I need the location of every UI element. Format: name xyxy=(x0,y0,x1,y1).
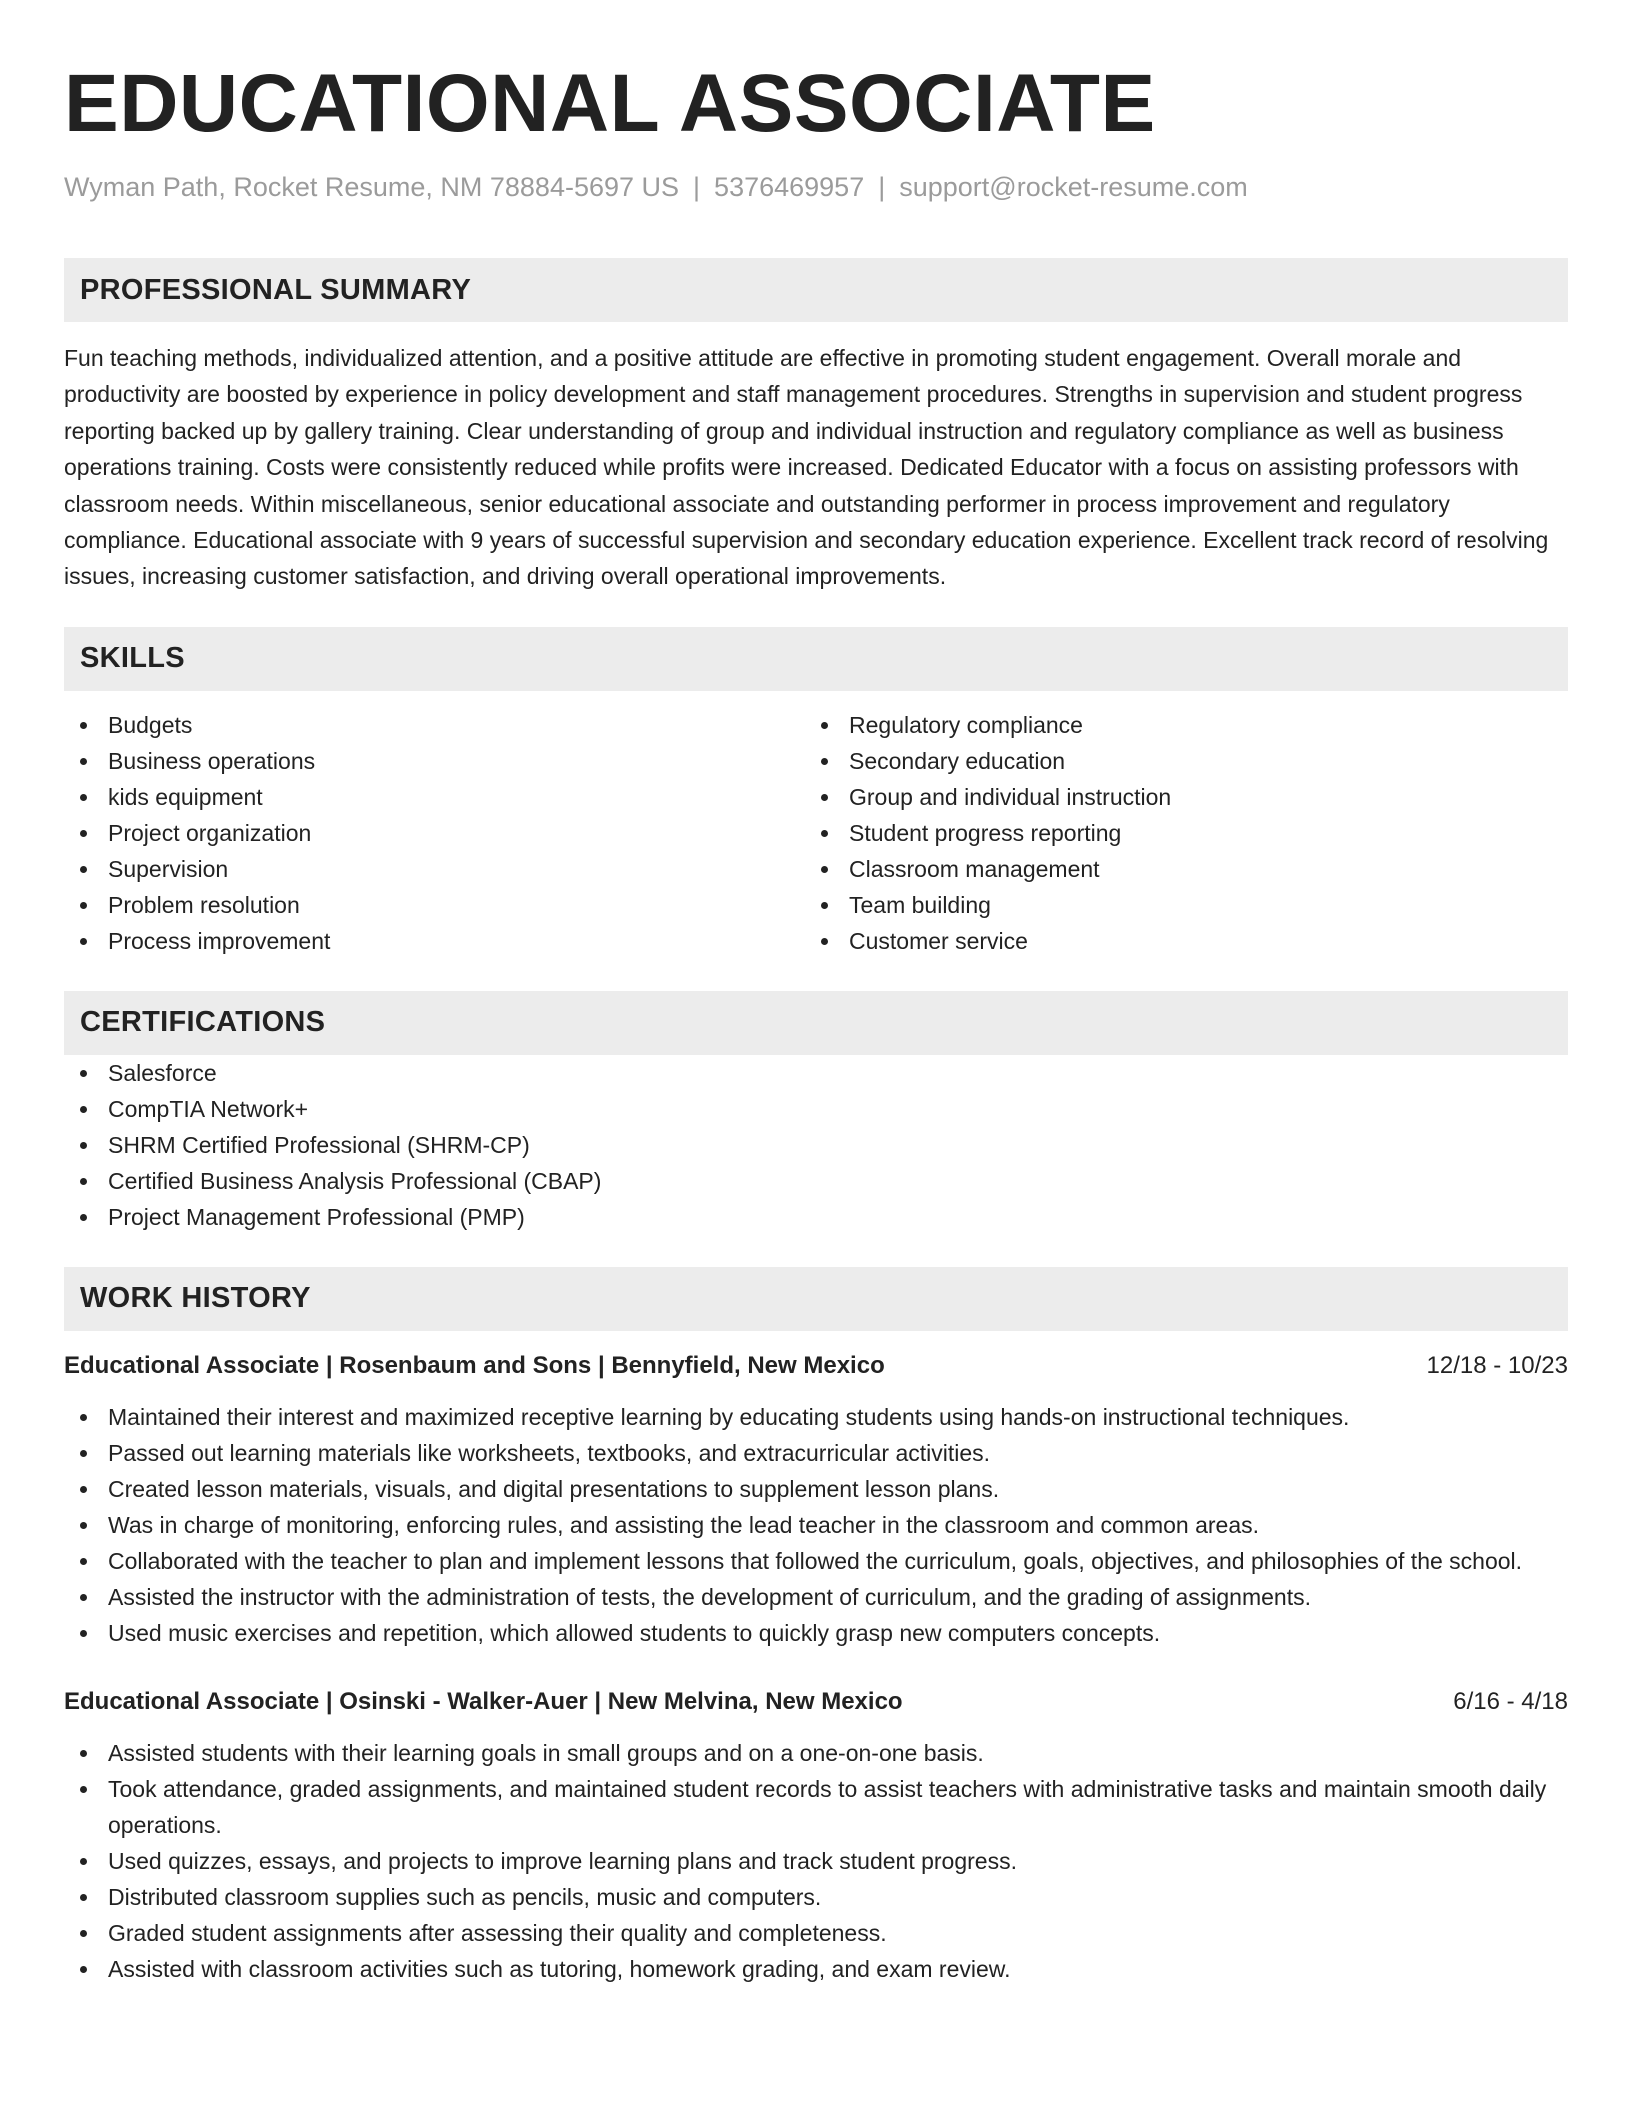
bullet-icon xyxy=(80,794,87,801)
bullet-icon xyxy=(821,866,828,873)
skill-item xyxy=(805,779,1546,815)
bullet-icon xyxy=(821,830,828,837)
bullet-icon xyxy=(80,1106,87,1113)
bullet-icon xyxy=(80,1522,87,1529)
bullet-icon xyxy=(821,938,828,945)
job-duty-item xyxy=(64,1507,1568,1543)
section-header-skills xyxy=(64,627,1568,691)
bullet-icon xyxy=(80,1630,87,1637)
bullet-icon xyxy=(80,902,87,909)
skill-label: Supervision xyxy=(108,855,229,882)
job-duty-text: Collaborated with the teacher to plan and implement lessons that followed the curriculum, goals, objectives, and philosophies of the school. xyxy=(108,1547,1523,1574)
job-duty-item xyxy=(64,1735,1568,1771)
job-entry xyxy=(64,1349,1568,1651)
section-header-certifications xyxy=(64,991,1568,1055)
job-title: Educational Associate | Rosenbaum and Sons | Bennyfield, New Mexico xyxy=(64,1351,885,1379)
job-duty-text: Distributed classroom supplies such as pencils, music and computers. xyxy=(108,1883,822,1910)
job-duty-text: Passed out learning materials like worksheets, textbooks, and extracurricular activities. xyxy=(108,1439,991,1466)
bullet-icon xyxy=(80,1930,87,1937)
certification-label: Certified Business Analysis Professional (CBAP) xyxy=(108,1167,602,1194)
contact-line xyxy=(64,170,1568,204)
certifications-list xyxy=(64,1055,1568,1235)
bullet-icon xyxy=(80,1966,87,1973)
job-title: Educational Associate | Osinski - Walker-Auer | New Melvina, New Mexico xyxy=(64,1687,903,1715)
skill-label: Regulatory compliance xyxy=(849,711,1083,738)
job-dates: 6/16 - 4/18 xyxy=(1453,1687,1568,1715)
job-duties-list xyxy=(64,1399,1568,1651)
job-duty-item xyxy=(64,1951,1568,1987)
skill-item xyxy=(64,707,805,743)
section-title-certifications: CERTIFICATIONS xyxy=(80,1006,326,1039)
job-duty-item xyxy=(64,1579,1568,1615)
job-duties-list xyxy=(64,1735,1568,1987)
skill-item xyxy=(64,887,805,923)
section-title-skills: SKILLS xyxy=(80,642,185,675)
job-duty-item xyxy=(64,1543,1568,1579)
skill-item xyxy=(64,815,805,851)
job-duty-item xyxy=(64,1843,1568,1879)
job-duty-item xyxy=(64,1915,1568,1951)
bullet-icon xyxy=(821,722,828,729)
bullet-icon xyxy=(821,794,828,801)
bullet-icon xyxy=(80,830,87,837)
skill-label: Business operations xyxy=(108,747,316,774)
job-header xyxy=(64,1349,1568,1383)
skill-label: Customer service xyxy=(849,927,1028,954)
certification-label: Project Management Professional (PMP) xyxy=(108,1203,525,1230)
skill-label: Process improvement xyxy=(108,927,331,954)
skill-label: Team building xyxy=(849,891,991,918)
job-duty-text: Created lesson materials, visuals, and digital presentations to supplement lesson plans. xyxy=(108,1475,1000,1502)
skill-label: Project organization xyxy=(108,819,312,846)
section-title-work-history: WORK HISTORY xyxy=(80,1282,311,1315)
job-duty-item xyxy=(64,1471,1568,1507)
skill-item xyxy=(805,887,1546,923)
skills-list-right xyxy=(805,707,1546,959)
bullet-icon xyxy=(80,722,87,729)
skill-item xyxy=(64,743,805,779)
bullet-icon xyxy=(80,1558,87,1565)
skill-item xyxy=(805,815,1546,851)
bullet-icon xyxy=(821,902,828,909)
skills-list-left xyxy=(64,707,805,959)
skill-item xyxy=(805,923,1546,959)
bullet-icon xyxy=(80,1486,87,1493)
contact-email: support@rocket-resume.com xyxy=(899,172,1248,202)
skill-item xyxy=(64,851,805,887)
bullet-icon xyxy=(80,1786,87,1793)
contact-phone: 5376469957 xyxy=(714,172,865,202)
bullet-icon xyxy=(80,1142,87,1149)
job-duty-text: Took attendance, graded assignments, and maintained student records to assist teachers with administrative tasks and maintain smooth daily operations. xyxy=(108,1775,1547,1838)
bullet-icon xyxy=(80,1070,87,1077)
skill-item xyxy=(64,779,805,815)
contact-separator: | xyxy=(693,172,701,202)
job-duty-text: Graded student assignments after assessing their quality and completeness. xyxy=(108,1919,887,1946)
job-duty-text: Was in charge of monitoring, enforcing rules, and assisting the lead teacher in the classroom and common areas. xyxy=(108,1511,1260,1538)
job-duty-text: Used quizzes, essays, and projects to improve learning plans and track student progress. xyxy=(108,1847,1017,1874)
job-entry xyxy=(64,1685,1568,1987)
skill-label: Problem resolution xyxy=(108,891,300,918)
certification-label: SHRM Certified Professional (SHRM-CP) xyxy=(108,1131,530,1158)
job-duty-item xyxy=(64,1435,1568,1471)
certification-item xyxy=(64,1055,1568,1091)
bullet-icon xyxy=(80,1450,87,1457)
job-duty-text: Assisted with classroom activities such as tutoring, homework grading, and exam review. xyxy=(108,1955,1011,1982)
job-duty-item xyxy=(64,1771,1568,1843)
skill-label: Student progress reporting xyxy=(849,819,1122,846)
bullet-icon xyxy=(80,1214,87,1221)
job-header xyxy=(64,1685,1568,1719)
section-header-summary xyxy=(64,258,1568,322)
certification-label: Salesforce xyxy=(108,1059,217,1086)
certification-item xyxy=(64,1127,1568,1163)
job-duty-item xyxy=(64,1399,1568,1435)
skill-item xyxy=(805,743,1546,779)
job-duty-text: Maintained their interest and maximized receptive learning by educating students using hands-on instructional techniques. xyxy=(108,1403,1350,1430)
bullet-icon xyxy=(80,758,87,765)
bullet-icon xyxy=(80,1594,87,1601)
job-duty-text: Assisted the instructor with the administration of tests, the development of curriculum, and the grading of assignments. xyxy=(108,1583,1311,1610)
job-dates: 12/18 - 10/23 xyxy=(1426,1351,1568,1379)
bullet-icon xyxy=(80,938,87,945)
certification-item xyxy=(64,1199,1568,1235)
skill-item xyxy=(805,851,1546,887)
job-duty-item xyxy=(64,1879,1568,1915)
job-duty-item xyxy=(64,1615,1568,1651)
skill-label: kids equipment xyxy=(108,783,263,810)
summary-text: Fun teaching methods, individualized attention, and a positive attitude are effective in promoting student engagement. Overall morale and productivity are boosted by experience in policy development and staff management procedures. Strengths in supervision and student progress reporting backed up by gallery training. Clear understanding of group and individual instruction and regulatory compliance as well as business operations training. Costs were consistently reduced while profits were increased. Dedicated Educator with a focus on assisting professors with classroom needs. Within miscellaneous, senior educational associate and outstanding performer in process improvement and regulatory compliance. Educational associate with 9 years of successful supervision and secondary education experience. Excellent track record of resolving issues, increasing customer satisfaction, and driving overall operational improvements. xyxy=(64,345,1549,590)
bullet-icon xyxy=(80,1858,87,1865)
candidate-name: EDUCATIONAL ASSOCIATE xyxy=(64,58,1156,149)
skill-item xyxy=(805,707,1546,743)
certification-item xyxy=(64,1163,1568,1199)
section-title-summary: PROFESSIONAL SUMMARY xyxy=(80,273,472,306)
skills-grid xyxy=(64,707,1568,959)
certification-item xyxy=(64,1091,1568,1127)
bullet-icon xyxy=(80,1178,87,1185)
bullet-icon xyxy=(80,1750,87,1757)
bullet-icon xyxy=(80,866,87,873)
bullet-icon xyxy=(80,1414,87,1421)
bullet-icon xyxy=(80,1894,87,1901)
job-duty-text: Used music exercises and repetition, which allowed students to quickly grasp new computers concepts. xyxy=(108,1619,1161,1646)
contact-separator: | xyxy=(878,172,886,202)
job-duty-text: Assisted students with their learning goals in small groups and on a one-on-one basis. xyxy=(108,1739,984,1766)
skill-label: Group and individual instruction xyxy=(849,783,1172,810)
skill-label: Secondary education xyxy=(849,747,1066,774)
skill-label: Budgets xyxy=(108,711,193,738)
skill-item xyxy=(64,923,805,959)
section-header-work-history xyxy=(64,1267,1568,1331)
contact-address: Wyman Path, Rocket Resume, NM 78884-5697 US xyxy=(64,172,680,202)
certification-label: CompTIA Network+ xyxy=(108,1095,309,1122)
bullet-icon xyxy=(821,758,828,765)
skill-label: Classroom management xyxy=(849,855,1100,882)
